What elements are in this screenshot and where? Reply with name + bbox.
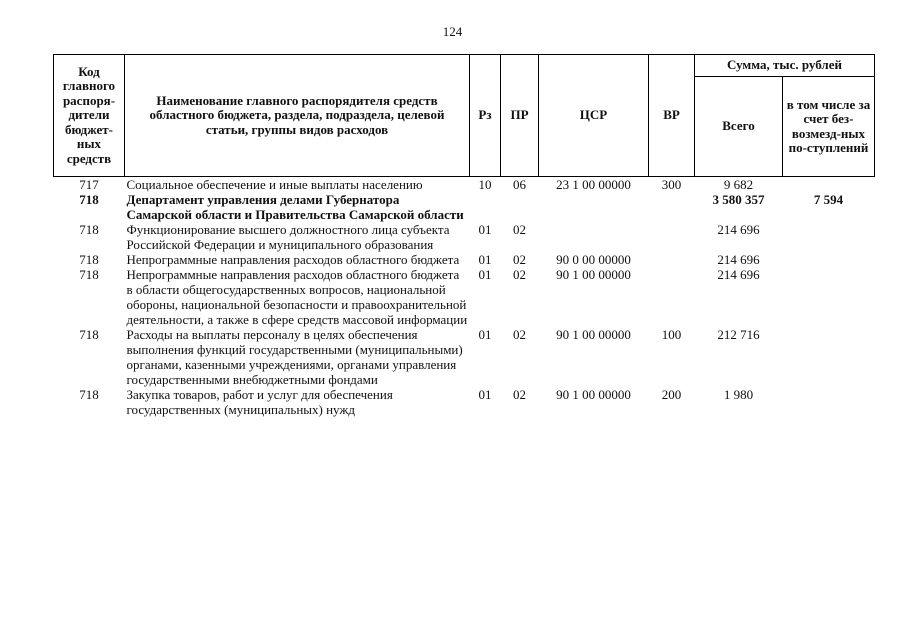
row-vr: [649, 222, 695, 252]
row-pr: 02: [513, 387, 526, 402]
row-incl: [783, 387, 875, 417]
row-rz: 01: [478, 222, 492, 237]
row-code: 717: [79, 177, 99, 192]
row-name: Функционирование высшего должностного лица субъекта Российской Федерации и муниципального образования: [126, 222, 450, 252]
header-rz: Рз: [470, 55, 501, 177]
header-pr: ПР: [501, 55, 539, 177]
row-incl: [783, 327, 875, 387]
row-csr: [539, 192, 649, 222]
row-rz: 01: [478, 252, 492, 267]
budget-table: [53, 54, 875, 417]
row-rz: [470, 192, 501, 222]
row-vr: [649, 192, 695, 222]
row-name: Закупка товаров, работ и услуг для обеспечения государственных (муниципальных) нужд: [126, 387, 393, 417]
row-code: 718: [79, 222, 99, 237]
row-total: 214 696: [717, 222, 760, 237]
table-row: [54, 222, 875, 252]
row-name: Социальное обеспечение и иные выплаты населению: [126, 177, 423, 192]
row-total: 214 696: [717, 252, 760, 267]
table-row: [54, 192, 875, 222]
row-code: 718: [79, 252, 99, 267]
row-csr: 90 1 00 00000: [556, 267, 631, 282]
row-total: 214 696: [717, 267, 760, 282]
row-vr: [649, 267, 695, 327]
header-incl: в том числе за счет без-возмезд-ных по-ступлений: [783, 77, 875, 177]
header-csr: ЦСР: [539, 55, 649, 177]
row-incl: [783, 222, 875, 252]
row-code: 718: [79, 192, 99, 207]
row-name: Департамент управления делами Губернатора Самарской области и Правительства Самарской области: [126, 192, 464, 222]
row-csr: 90 0 00 00000: [556, 252, 631, 267]
row-csr: 23 1 00 00000: [556, 177, 631, 192]
row-rz: 01: [478, 387, 492, 402]
row-csr: [539, 222, 649, 252]
row-rz: 01: [478, 267, 492, 282]
row-incl: 7 594: [813, 192, 844, 207]
row-vr: 200: [661, 387, 682, 402]
row-rz: 10: [478, 177, 492, 192]
row-vr: [649, 252, 695, 267]
header-name: Наименование главного распорядителя средств областного бюджета, раздела, подраздела, целевой статьи, группы видов расходов: [125, 55, 470, 177]
row-pr: 02: [513, 252, 526, 267]
row-incl: [783, 177, 875, 193]
row-total: 212 716: [717, 327, 760, 342]
row-code: 718: [79, 327, 99, 342]
row-total: 3 580 357: [712, 192, 765, 207]
header-sum-group: Сумма, тыс. рублей: [695, 55, 875, 77]
row-csr: 90 1 00 00000: [556, 387, 631, 402]
header-code: Код главного распоря-дители бюджет-ных средств: [54, 55, 125, 177]
row-rz: 01: [478, 327, 492, 342]
row-name: Непрограммные направления расходов областного бюджета: [126, 252, 460, 267]
table-body: [54, 177, 875, 418]
header-vr: ВР: [649, 55, 695, 177]
row-pr: 02: [513, 222, 526, 237]
row-incl: [783, 267, 875, 327]
row-pr: 02: [513, 267, 526, 282]
row-pr: 06: [513, 177, 526, 192]
row-csr: 90 1 00 00000: [556, 327, 631, 342]
table-row: [54, 177, 875, 193]
row-vr: 300: [661, 177, 682, 192]
header-total: Всего: [695, 77, 783, 177]
row-code: 718: [79, 267, 99, 282]
row-name: Расходы на выплаты персоналу в целях обеспечения выполнения функций государственными (муниципальными) органами, казенными учреждениями, органами управления государственными внебюджетными фондами: [126, 327, 463, 387]
row-code: 718: [79, 387, 99, 402]
page-number: 124: [442, 24, 463, 39]
table-row: [54, 387, 875, 417]
row-pr: 02: [513, 327, 526, 342]
row-pr: [501, 192, 539, 222]
table-row: [54, 252, 875, 267]
row-incl: [783, 252, 875, 267]
row-name: Непрограммные направления расходов областного бюджета в области общегосударственных вопросов, национальной обороны, национальной безопасности и правоохранительной деятельности, а также в сфере средств массовой информации: [126, 267, 468, 327]
row-total: 9 682: [723, 177, 754, 192]
row-total: 1 980: [723, 387, 754, 402]
table-row: [54, 267, 875, 327]
table-row: [54, 327, 875, 387]
row-vr: 100: [661, 327, 682, 342]
